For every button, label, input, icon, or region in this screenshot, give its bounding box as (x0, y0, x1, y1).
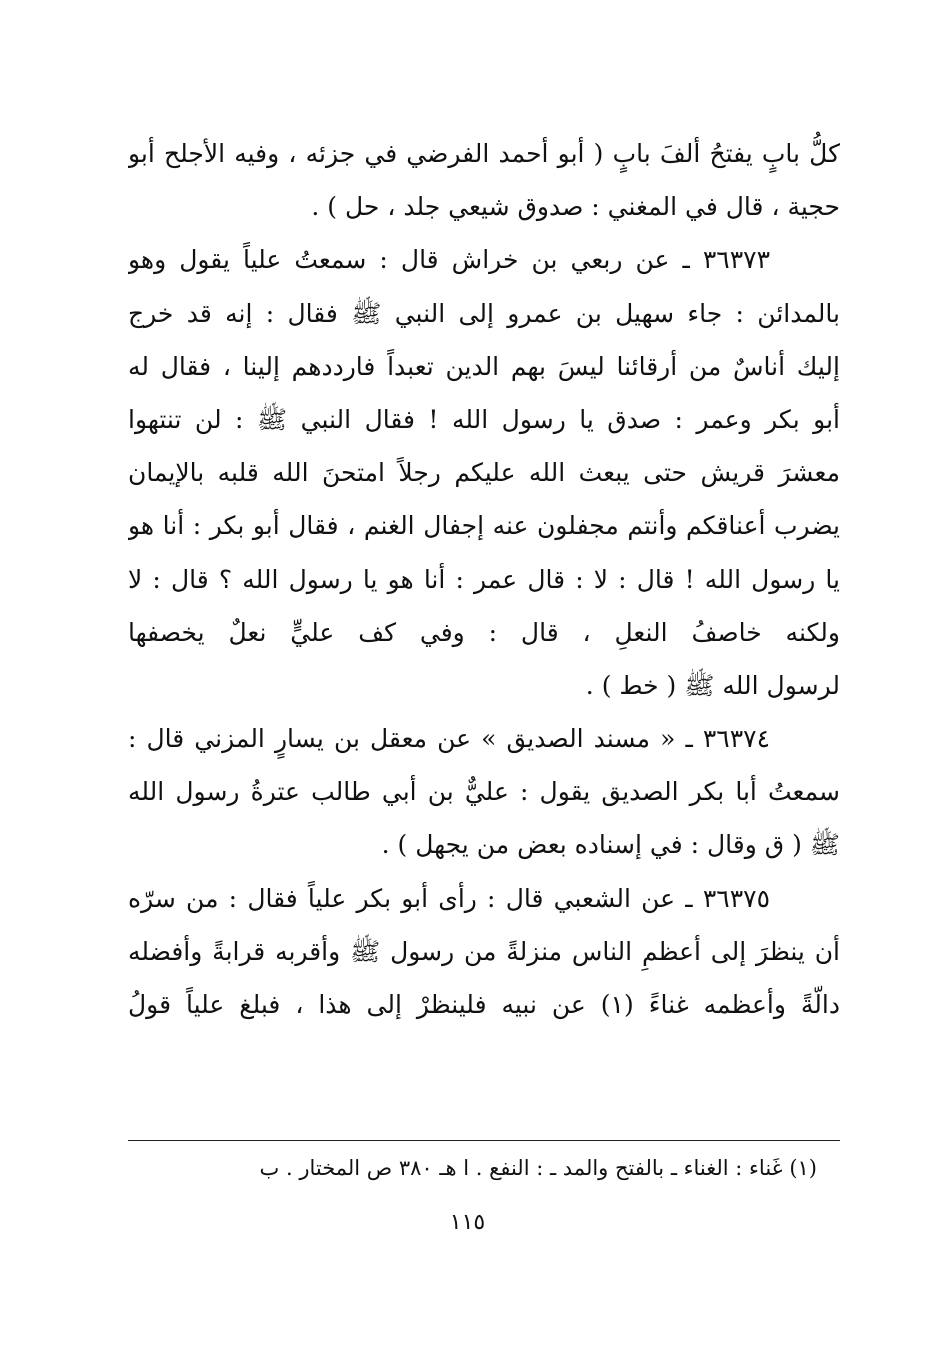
hadith-36374-start: ٣٦٣٧٤ ـ « مسند الصديق » عن معقل بن يسارٍ المزني قال : (128, 724, 770, 754)
page-number: ١١٥ (449, 1210, 486, 1235)
text-line: حجية ، قال في المغني : صدوق شيعي جلد ، حل ) . (311, 192, 840, 222)
text-line: كلُّ بابٍ يفتحُ ألفَ بابٍ ( أبو أحمد الفرضي في جزئه ، وفيه الأجلح أبو (128, 139, 840, 168)
text-line: ولكنه خاصفُ النعلِ ، قال : وفي كف عليٍّ نعلٌ يخصفها (128, 617, 840, 647)
text-line: معشرَ قريش حتى يبعث الله عليكم رجلاً امتحنَ الله قلبه بالإيمان (128, 458, 840, 488)
text-line: أن ينظرَ إلى أعظمِ الناس منزلةً من رسول ﷺ وأقربه قرابةً وأفضله (128, 936, 840, 966)
text-line: لرسول الله ﷺ ( خط ) . (585, 670, 840, 700)
text-line: أبو بكر وعمر : صدق يا رسول الله ! فقال النبي ﷺ : لن تنتهوا (128, 404, 840, 434)
text-line: سمعتُ أبا بكر الصديق يقول : عليٌّ بن أبي طالب عترةُ رسول الله (128, 777, 840, 807)
hadith-36375-start: ٣٦٣٧٥ ـ عن الشعبي قال : رأى أبو بكر علياً فقال : من سرّه (128, 883, 770, 913)
hadith-36373-start: ٣٦٣٧٣ ـ عن ربعي بن خراش قال : سمعتُ علياً يقول وهو (128, 245, 770, 275)
text-line: ﷺ ( ق وقال : في إسناده بعض من يجهل ) . (381, 830, 840, 860)
text-line: دالّةً وأعظمه غناءً (١) عن نبيه فلينظرْ إلى هذا ، فبلغ علياً قولُ (128, 990, 840, 1019)
main-text (128, 127, 840, 1031)
footnote-divider (128, 1140, 840, 1141)
text-line: يا رسول الله ! قال : لا : قال عمر : أنا هو يا رسول الله ؟ قال : لا (128, 564, 840, 594)
text-line: بالمدائن : جاء سهيل بن عمرو إلى النبي ﷺ فقال : إنه قد خرج (128, 298, 840, 328)
footnote: (١) غَناء : الغناء ـ بالفتح والمد ـ : النفع . ا هـ ٣٨٠ ص المختار . ب (259, 1156, 817, 1180)
text-line: يضرب أعناقكم وأنتم مجفلون عنه إجفال الغنم ، فقال أبو بكر : أنا هو (128, 511, 840, 541)
text-line: إليك أناسٌ من أرقائنا ليسَ بهم الدين تعبداً فارددهم إلينا ، فقال له (128, 351, 840, 381)
